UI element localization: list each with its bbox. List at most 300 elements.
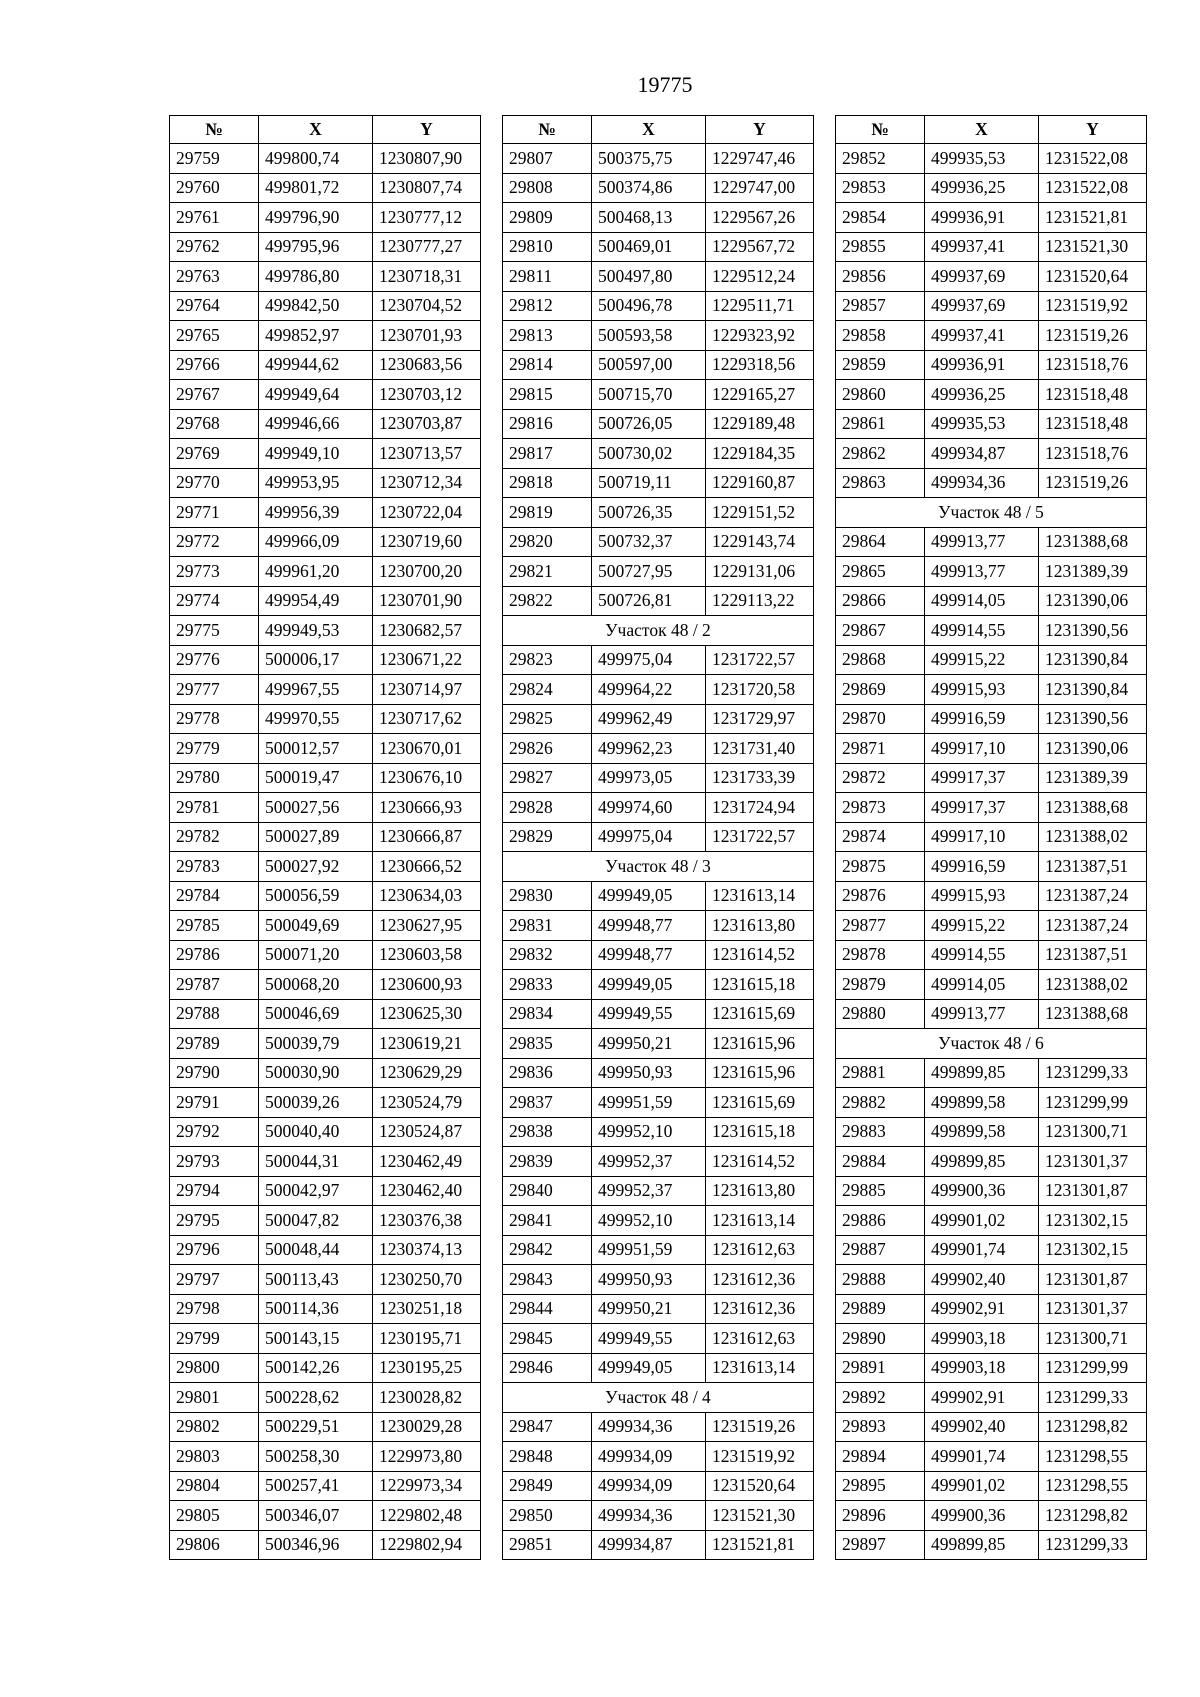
x-coordinate-cell: 499949,05 (592, 970, 706, 1000)
point-number-cell: 29884 (836, 1147, 925, 1177)
point-number-cell: 29829 (503, 822, 592, 852)
x-coordinate-cell: 500019,47 (259, 763, 373, 793)
y-coordinate-cell: 1230374,13 (373, 1235, 481, 1265)
point-number-cell: 29827 (503, 763, 592, 793)
point-number-cell: 29792 (170, 1117, 259, 1147)
y-coordinate-cell: 1230671,22 (373, 645, 481, 675)
y-coordinate-cell: 1231521,81 (706, 1530, 814, 1560)
y-coordinate-cell: 1230714,97 (373, 675, 481, 705)
header-num: № (503, 116, 592, 144)
table-body (836, 144, 1147, 1560)
point-number-cell: 29822 (503, 586, 592, 616)
x-coordinate-cell: 499949,55 (592, 1324, 706, 1354)
table-row (503, 1530, 814, 1560)
point-number-cell: 29889 (836, 1294, 925, 1324)
point-number-cell: 29859 (836, 350, 925, 380)
table-row (836, 1442, 1147, 1472)
y-coordinate-cell: 1231390,06 (1039, 586, 1147, 616)
y-coordinate-cell: 1231615,69 (706, 999, 814, 1029)
x-coordinate-cell: 499842,50 (259, 291, 373, 321)
table-row (836, 262, 1147, 292)
header-x: X (925, 116, 1039, 144)
table-row (836, 645, 1147, 675)
y-coordinate-cell: 1229113,22 (706, 586, 814, 616)
point-number-cell: 29796 (170, 1235, 259, 1265)
section-title: Участок 48 / 5 (836, 498, 1147, 528)
table-row (503, 734, 814, 764)
y-coordinate-cell: 1231722,57 (706, 822, 814, 852)
y-coordinate-cell: 1231387,51 (1039, 852, 1147, 882)
table-row (503, 1471, 814, 1501)
table-row (503, 321, 814, 351)
table-row (503, 232, 814, 262)
table-row (836, 409, 1147, 439)
x-coordinate-cell: 499952,10 (592, 1206, 706, 1236)
x-coordinate-cell: 500258,30 (259, 1442, 373, 1472)
y-coordinate-cell: 1230807,74 (373, 173, 481, 203)
table-row (170, 232, 481, 262)
y-coordinate-cell: 1231521,81 (1039, 203, 1147, 233)
point-number-cell: 29809 (503, 203, 592, 233)
point-number-cell: 29849 (503, 1471, 592, 1501)
table-row (836, 557, 1147, 587)
point-number-cell: 29883 (836, 1117, 925, 1147)
point-number-cell: 29843 (503, 1265, 592, 1295)
y-coordinate-cell: 1231615,96 (706, 1058, 814, 1088)
y-coordinate-cell: 1231614,52 (706, 1147, 814, 1177)
page-number: 19775 (637, 72, 693, 97)
y-coordinate-cell: 1229973,80 (373, 1442, 481, 1472)
x-coordinate-cell: 500114,36 (259, 1294, 373, 1324)
table-row (836, 970, 1147, 1000)
table-row (836, 999, 1147, 1029)
point-number-cell: 29806 (170, 1530, 259, 1560)
point-number-cell: 29832 (503, 940, 592, 970)
table-row (836, 144, 1147, 174)
table-row (503, 291, 814, 321)
point-number-cell: 29874 (836, 822, 925, 852)
point-number-cell: 29862 (836, 439, 925, 469)
y-coordinate-cell: 1230700,20 (373, 557, 481, 587)
table-row (170, 173, 481, 203)
y-coordinate-cell: 1231615,96 (706, 1029, 814, 1059)
y-coordinate-cell: 1229184,35 (706, 439, 814, 469)
x-coordinate-cell: 499915,22 (925, 911, 1039, 941)
x-coordinate-cell: 499950,21 (592, 1294, 706, 1324)
table-row (503, 350, 814, 380)
y-coordinate-cell: 1230682,57 (373, 616, 481, 646)
x-coordinate-cell: 500042,97 (259, 1176, 373, 1206)
x-coordinate-cell: 500113,43 (259, 1265, 373, 1295)
x-coordinate-cell: 499915,93 (925, 675, 1039, 705)
point-number-cell: 29848 (503, 1442, 592, 1472)
point-number-cell: 29896 (836, 1501, 925, 1531)
table-row (170, 586, 481, 616)
point-number-cell: 29834 (503, 999, 592, 1029)
table-row (836, 1206, 1147, 1236)
x-coordinate-cell: 500374,86 (592, 173, 706, 203)
y-coordinate-cell: 1231519,92 (706, 1442, 814, 1472)
y-coordinate-cell: 1231298,82 (1039, 1412, 1147, 1442)
section-title: Участок 48 / 4 (503, 1383, 814, 1413)
table-row (836, 321, 1147, 351)
y-coordinate-cell: 1230701,90 (373, 586, 481, 616)
point-number-cell: 29781 (170, 793, 259, 823)
point-number-cell: 29765 (170, 321, 259, 351)
y-coordinate-cell: 1231519,26 (1039, 468, 1147, 498)
table-row (170, 1117, 481, 1147)
point-number-cell: 29851 (503, 1530, 592, 1560)
table-row (170, 321, 481, 351)
point-number-cell: 29786 (170, 940, 259, 970)
point-number-cell: 29763 (170, 262, 259, 292)
table-row (170, 1206, 481, 1236)
x-coordinate-cell: 499914,05 (925, 970, 1039, 1000)
x-coordinate-cell: 500726,81 (592, 586, 706, 616)
table-row (836, 1353, 1147, 1383)
y-coordinate-cell: 1229747,46 (706, 144, 814, 174)
header-y: Y (706, 116, 814, 144)
x-coordinate-cell: 500726,05 (592, 409, 706, 439)
point-number-cell: 29847 (503, 1412, 592, 1442)
point-number-cell: 29839 (503, 1147, 592, 1177)
y-coordinate-cell: 1231388,02 (1039, 970, 1147, 1000)
table-row (503, 439, 814, 469)
x-coordinate-cell: 499902,40 (925, 1265, 1039, 1295)
point-number-cell: 29893 (836, 1412, 925, 1442)
table-row (170, 1471, 481, 1501)
x-coordinate-cell: 500006,17 (259, 645, 373, 675)
table-row (503, 527, 814, 557)
point-number-cell: 29770 (170, 468, 259, 498)
point-number-cell: 29870 (836, 704, 925, 734)
point-number-cell: 29830 (503, 881, 592, 911)
table-row (503, 822, 814, 852)
table-row (170, 1383, 481, 1413)
table-row (836, 586, 1147, 616)
table-row (170, 380, 481, 410)
table-row (836, 675, 1147, 705)
table-body (503, 144, 814, 1560)
point-number-cell: 29810 (503, 232, 592, 262)
table-row (836, 734, 1147, 764)
x-coordinate-cell: 499935,53 (925, 144, 1039, 174)
point-number-cell: 29878 (836, 940, 925, 970)
section-title: Участок 48 / 3 (503, 852, 814, 882)
section-row (503, 616, 814, 646)
point-number-cell: 29831 (503, 911, 592, 941)
x-coordinate-cell: 499796,90 (259, 203, 373, 233)
table-row (170, 881, 481, 911)
y-coordinate-cell: 1230629,29 (373, 1058, 481, 1088)
table-row (836, 1265, 1147, 1295)
x-coordinate-cell: 499914,05 (925, 586, 1039, 616)
table-row (503, 1501, 814, 1531)
point-number-cell: 29890 (836, 1324, 925, 1354)
point-number-cell: 29761 (170, 203, 259, 233)
x-coordinate-cell: 499954,49 (259, 586, 373, 616)
x-coordinate-cell: 499973,05 (592, 763, 706, 793)
point-number-cell: 29801 (170, 1383, 259, 1413)
x-coordinate-cell: 499934,09 (592, 1471, 706, 1501)
point-number-cell: 29803 (170, 1442, 259, 1472)
table-row (170, 557, 481, 587)
table-row (836, 763, 1147, 793)
table-row (170, 262, 481, 292)
point-number-cell: 29833 (503, 970, 592, 1000)
point-number-cell: 29793 (170, 1147, 259, 1177)
header-y: Y (373, 116, 481, 144)
y-coordinate-cell: 1230712,34 (373, 468, 481, 498)
x-coordinate-cell: 499952,37 (592, 1176, 706, 1206)
point-number-cell: 29799 (170, 1324, 259, 1354)
x-coordinate-cell: 499934,87 (925, 439, 1039, 469)
point-number-cell: 29759 (170, 144, 259, 174)
table-row (170, 1088, 481, 1118)
y-coordinate-cell: 1229143,74 (706, 527, 814, 557)
y-coordinate-cell: 1231390,06 (1039, 734, 1147, 764)
point-number-cell: 29776 (170, 645, 259, 675)
x-coordinate-cell: 499899,58 (925, 1088, 1039, 1118)
table-row (503, 999, 814, 1029)
x-coordinate-cell: 500496,78 (592, 291, 706, 321)
point-number-cell: 29811 (503, 262, 592, 292)
x-coordinate-cell: 499899,85 (925, 1058, 1039, 1088)
table-row (170, 645, 481, 675)
y-coordinate-cell: 1231301,37 (1039, 1294, 1147, 1324)
table-row (503, 1265, 814, 1295)
table-row (170, 940, 481, 970)
y-coordinate-cell: 1229802,94 (373, 1530, 481, 1560)
table-row (503, 1442, 814, 1472)
table-row (503, 380, 814, 410)
y-coordinate-cell: 1231522,08 (1039, 144, 1147, 174)
table-row (170, 1058, 481, 1088)
header-x: X (259, 116, 373, 144)
point-number-cell: 29866 (836, 586, 925, 616)
x-coordinate-cell: 500039,26 (259, 1088, 373, 1118)
table-header-row (170, 116, 481, 144)
point-number-cell: 29868 (836, 645, 925, 675)
y-coordinate-cell: 1231613,80 (706, 911, 814, 941)
y-coordinate-cell: 1230524,79 (373, 1088, 481, 1118)
x-coordinate-cell: 500071,20 (259, 940, 373, 970)
x-coordinate-cell: 499951,59 (592, 1088, 706, 1118)
y-coordinate-cell: 1231389,39 (1039, 557, 1147, 587)
table-row (170, 1412, 481, 1442)
x-coordinate-cell: 500142,26 (259, 1353, 373, 1383)
y-coordinate-cell: 1230029,28 (373, 1412, 481, 1442)
x-coordinate-cell: 499937,41 (925, 321, 1039, 351)
y-coordinate-cell: 1230625,30 (373, 999, 481, 1029)
y-coordinate-cell: 1231519,92 (1039, 291, 1147, 321)
table-header-row (836, 116, 1147, 144)
point-number-cell: 29764 (170, 291, 259, 321)
point-number-cell: 29797 (170, 1265, 259, 1295)
y-coordinate-cell: 1230777,27 (373, 232, 481, 262)
point-number-cell: 29850 (503, 1501, 592, 1531)
table-row (503, 1206, 814, 1236)
y-coordinate-cell: 1231722,57 (706, 645, 814, 675)
point-number-cell: 29876 (836, 881, 925, 911)
x-coordinate-cell: 499934,36 (592, 1412, 706, 1442)
y-coordinate-cell: 1231387,24 (1039, 911, 1147, 941)
y-coordinate-cell: 1230603,58 (373, 940, 481, 970)
table-row (836, 203, 1147, 233)
y-coordinate-cell: 1230703,12 (373, 380, 481, 410)
x-coordinate-cell: 499934,87 (592, 1530, 706, 1560)
x-coordinate-cell: 499916,59 (925, 852, 1039, 882)
y-coordinate-cell: 1229747,00 (706, 173, 814, 203)
section-title: Участок 48 / 6 (836, 1029, 1147, 1059)
x-coordinate-cell: 499949,05 (592, 881, 706, 911)
point-number-cell: 29838 (503, 1117, 592, 1147)
point-number-cell: 29819 (503, 498, 592, 528)
x-coordinate-cell: 500719,11 (592, 468, 706, 498)
y-coordinate-cell: 1231300,71 (1039, 1117, 1147, 1147)
x-coordinate-cell: 499902,91 (925, 1294, 1039, 1324)
table-row (503, 203, 814, 233)
point-number-cell: 29840 (503, 1176, 592, 1206)
x-coordinate-cell: 499902,91 (925, 1383, 1039, 1413)
x-coordinate-cell: 500715,70 (592, 380, 706, 410)
point-number-cell: 29800 (170, 1353, 259, 1383)
y-coordinate-cell: 1231302,15 (1039, 1206, 1147, 1236)
table-row (503, 763, 814, 793)
table-row (836, 1412, 1147, 1442)
point-number-cell: 29825 (503, 704, 592, 734)
point-number-cell: 29842 (503, 1235, 592, 1265)
x-coordinate-cell: 499964,22 (592, 675, 706, 705)
table-row (503, 1088, 814, 1118)
x-coordinate-cell: 500497,80 (592, 262, 706, 292)
point-number-cell: 29871 (836, 734, 925, 764)
x-coordinate-cell: 499936,91 (925, 350, 1039, 380)
table-row (836, 1147, 1147, 1177)
x-coordinate-cell: 499966,09 (259, 527, 373, 557)
x-coordinate-cell: 499948,77 (592, 940, 706, 970)
y-coordinate-cell: 1231388,68 (1039, 999, 1147, 1029)
table-row (503, 1058, 814, 1088)
y-coordinate-cell: 1231615,69 (706, 1088, 814, 1118)
table-row (170, 1265, 481, 1295)
table-row (836, 822, 1147, 852)
y-coordinate-cell: 1231615,18 (706, 970, 814, 1000)
x-coordinate-cell: 499949,05 (592, 1353, 706, 1383)
table-row (503, 704, 814, 734)
table-row (836, 1324, 1147, 1354)
table-row (836, 1530, 1147, 1560)
y-coordinate-cell: 1231387,24 (1039, 881, 1147, 911)
table-row (836, 704, 1147, 734)
x-coordinate-cell: 499902,40 (925, 1412, 1039, 1442)
x-coordinate-cell: 500049,69 (259, 911, 373, 941)
table-row (836, 1471, 1147, 1501)
point-number-cell: 29826 (503, 734, 592, 764)
y-coordinate-cell: 1231390,84 (1039, 645, 1147, 675)
x-coordinate-cell: 499949,53 (259, 616, 373, 646)
y-coordinate-cell: 1230376,38 (373, 1206, 481, 1236)
y-coordinate-cell: 1229567,72 (706, 232, 814, 262)
coordinates-table-1 (169, 115, 481, 1560)
y-coordinate-cell: 1231387,51 (1039, 940, 1147, 970)
section-row (503, 852, 814, 882)
point-number-cell: 29823 (503, 645, 592, 675)
point-number-cell: 29814 (503, 350, 592, 380)
point-number-cell: 29854 (836, 203, 925, 233)
x-coordinate-cell: 500228,62 (259, 1383, 373, 1413)
y-coordinate-cell: 1231390,56 (1039, 616, 1147, 646)
table-row (170, 763, 481, 793)
table-row (836, 468, 1147, 498)
point-number-cell: 29872 (836, 763, 925, 793)
y-coordinate-cell: 1231612,36 (706, 1294, 814, 1324)
x-coordinate-cell: 499901,74 (925, 1442, 1039, 1472)
table-row (503, 144, 814, 174)
table-row (170, 999, 481, 1029)
y-coordinate-cell: 1231298,82 (1039, 1501, 1147, 1531)
x-coordinate-cell: 499946,66 (259, 409, 373, 439)
x-coordinate-cell: 500346,96 (259, 1530, 373, 1560)
table-row (170, 144, 481, 174)
x-coordinate-cell: 499913,77 (925, 557, 1039, 587)
point-number-cell: 29807 (503, 144, 592, 174)
point-number-cell: 29766 (170, 350, 259, 380)
point-number-cell: 29798 (170, 1294, 259, 1324)
point-number-cell: 29788 (170, 999, 259, 1029)
point-number-cell: 29846 (503, 1353, 592, 1383)
y-coordinate-cell: 1229189,48 (706, 409, 814, 439)
x-coordinate-cell: 499970,55 (259, 704, 373, 734)
table-row (170, 1294, 481, 1324)
table-row (503, 468, 814, 498)
x-coordinate-cell: 499950,93 (592, 1058, 706, 1088)
x-coordinate-cell: 499917,10 (925, 822, 1039, 852)
table-body (170, 144, 481, 1560)
x-coordinate-cell: 499956,39 (259, 498, 373, 528)
y-coordinate-cell: 1231518,48 (1039, 380, 1147, 410)
y-coordinate-cell: 1231729,97 (706, 704, 814, 734)
x-coordinate-cell: 499899,85 (925, 1147, 1039, 1177)
y-coordinate-cell: 1230719,60 (373, 527, 481, 557)
header-x: X (592, 116, 706, 144)
table-row (170, 527, 481, 557)
table-row (836, 173, 1147, 203)
point-number-cell: 29768 (170, 409, 259, 439)
y-coordinate-cell: 1231612,36 (706, 1265, 814, 1295)
y-coordinate-cell: 1231519,26 (706, 1412, 814, 1442)
y-coordinate-cell: 1231612,63 (706, 1235, 814, 1265)
point-number-cell: 29824 (503, 675, 592, 705)
point-number-cell: 29841 (503, 1206, 592, 1236)
point-number-cell: 29795 (170, 1206, 259, 1236)
section-row (503, 1383, 814, 1413)
y-coordinate-cell: 1231720,58 (706, 675, 814, 705)
table-row (503, 262, 814, 292)
y-coordinate-cell: 1230703,87 (373, 409, 481, 439)
point-number-cell: 29879 (836, 970, 925, 1000)
point-number-cell: 29895 (836, 1471, 925, 1501)
point-number-cell: 29897 (836, 1530, 925, 1560)
table-row (836, 1383, 1147, 1413)
y-coordinate-cell: 1230028,82 (373, 1383, 481, 1413)
point-number-cell: 29836 (503, 1058, 592, 1088)
y-coordinate-cell: 1231299,33 (1039, 1058, 1147, 1088)
y-coordinate-cell: 1231613,14 (706, 1206, 814, 1236)
y-coordinate-cell: 1230683,56 (373, 350, 481, 380)
x-coordinate-cell: 500027,89 (259, 822, 373, 852)
table-row (170, 1176, 481, 1206)
